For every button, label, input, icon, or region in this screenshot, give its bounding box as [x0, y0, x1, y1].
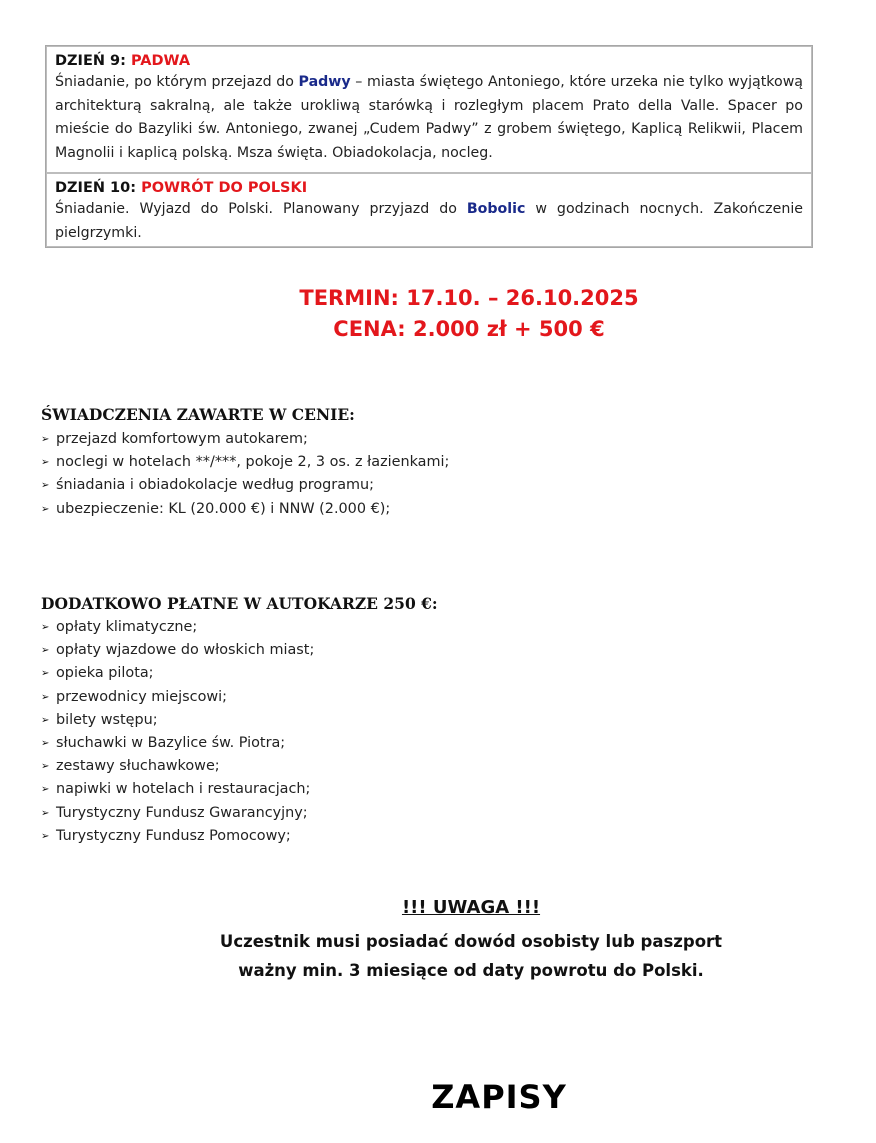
day-9-cell — [46, 46, 812, 173]
termin-line: TERMIN: 17.10. – 26.10.2025 — [299, 286, 639, 310]
day-9-text-before: Śniadanie, po którym przejazd do — [55, 74, 299, 90]
included-list — [41, 428, 449, 521]
day-9-description — [55, 71, 803, 165]
extra-item — [41, 802, 314, 825]
extra-item — [41, 709, 314, 732]
warning-text — [0, 927, 876, 985]
date-price-block — [0, 283, 876, 345]
included-item — [41, 474, 449, 497]
extra-item-text: opłaty wjazdowe do włoskich miast; — [56, 642, 315, 659]
day-10-text-before: Śniadanie. Wyjazd do Polski. Planowany przyjazd do — [55, 201, 467, 217]
extra-item — [41, 755, 314, 778]
extra-item-text: słuchawki w Bazylice św. Piotra; — [56, 735, 286, 752]
extra-item-text: napiwki w hotelach i restauracjach; — [56, 781, 311, 798]
arrowhead-bullet-icon: ➢ — [41, 784, 50, 796]
arrowhead-bullet-icon: ➢ — [41, 434, 50, 445]
day-10-title: POWRÓT DO POLSKI — [141, 180, 308, 196]
extra-list — [41, 616, 314, 848]
extra-title: DODATKOWO PŁATNE W AUTOKARZE 250 €: — [41, 594, 438, 613]
included-item — [41, 498, 449, 521]
day-9-title: PADWA — [130, 53, 191, 69]
arrowhead-bullet-icon: ➢ — [41, 807, 50, 819]
day-9-heading — [55, 52, 803, 71]
included-item-text: ubezpieczenie: KL (20.000 €) i NNW (2.000 €); — [56, 500, 391, 517]
extra-item — [41, 778, 314, 801]
arrowhead-bullet-icon: ➢ — [41, 622, 50, 633]
price-line: CENA: 2.000 zł + 500 € — [333, 317, 605, 341]
included-item-text: przejazd komfortowym autokarem; — [56, 431, 308, 447]
arrowhead-bullet-icon: ➢ — [41, 691, 50, 703]
arrowhead-bullet-icon: ➢ — [41, 480, 50, 492]
included-item — [41, 451, 449, 474]
day-10-heading — [55, 179, 803, 198]
extra-item-text: Turystyczny Fundusz Gwarancyjny; — [56, 804, 308, 821]
extra-item — [41, 616, 314, 639]
warning-title: !!! UWAGA !!! — [401, 897, 541, 918]
extra-item — [41, 662, 314, 685]
arrowhead-bullet-icon: ➢ — [41, 830, 50, 842]
included-item — [41, 428, 449, 451]
day-9-number: DZIEŃ 9: — [55, 53, 126, 69]
extra-item-text: opłaty klimatyczne; — [56, 619, 198, 635]
warning-line-1: Uczestnik musi posiadać dowód osobisty lub paszport — [219, 932, 723, 951]
day-10-place: Bobolic — [466, 201, 526, 217]
extra-item — [41, 639, 314, 662]
day-10-description — [55, 198, 803, 245]
arrowhead-bullet-icon: ➢ — [41, 457, 50, 469]
arrowhead-bullet-icon: ➢ — [41, 738, 50, 750]
included-item-text: śniadania i obiadokolacje według programu; — [56, 477, 375, 494]
day-9-text-after: – miasta świętego Antoniego, które urzeka nie tylko wyjątkową architekturą sakralną, ale także urokliwą starówką i rozległym placem Prato della Valle. Spacer po mieście do Bazyliki św. Antoniego, zwanej „Cudem Padwy” z grobem świętego, Kaplicą Relikwii, Placem Magnolii i kaplicą polską. Msza święta. Obiadokolacja, nocleg. — [55, 74, 803, 161]
extra-item-text: bilety wstępu; — [56, 711, 158, 728]
arrowhead-bullet-icon: ➢ — [41, 761, 50, 773]
extra-item-text: opieka pilota; — [56, 665, 154, 682]
extra-item-text: przewodnicy miejscowi; — [56, 688, 227, 705]
arrowhead-bullet-icon: ➢ — [41, 714, 50, 726]
warning-line-2: ważny min. 3 miesiące od daty powrotu do Polski. — [238, 961, 704, 980]
arrowhead-bullet-icon: ➢ — [41, 645, 50, 657]
extra-item — [41, 732, 314, 755]
itinerary-table — [45, 45, 813, 248]
arrowhead-bullet-icon: ➢ — [41, 503, 50, 515]
included-item-text: noclegi w hotelach **/***, pokoje 2, 3 os. z łazienkami; — [56, 454, 450, 471]
extra-item — [41, 825, 314, 848]
day-9-place: Padwy — [298, 74, 351, 90]
extra-item-text: zestawy słuchawkowe; — [56, 758, 220, 775]
day-10-number: DZIEŃ 10: — [55, 180, 137, 196]
extra-item-text: Turystyczny Fundusz Pomocowy; — [56, 827, 291, 844]
arrowhead-bullet-icon: ➢ — [41, 668, 50, 680]
included-title: ŚWIADCZENIA ZAWARTE W CENIE: — [41, 405, 355, 424]
day-10-cell — [46, 173, 812, 247]
day-10-text-after: w godzinach nocnych. Zakończenie pielgrzymki. — [55, 201, 803, 241]
zapisy-heading: ZAPISY — [431, 1078, 567, 1116]
extra-item — [41, 686, 314, 709]
